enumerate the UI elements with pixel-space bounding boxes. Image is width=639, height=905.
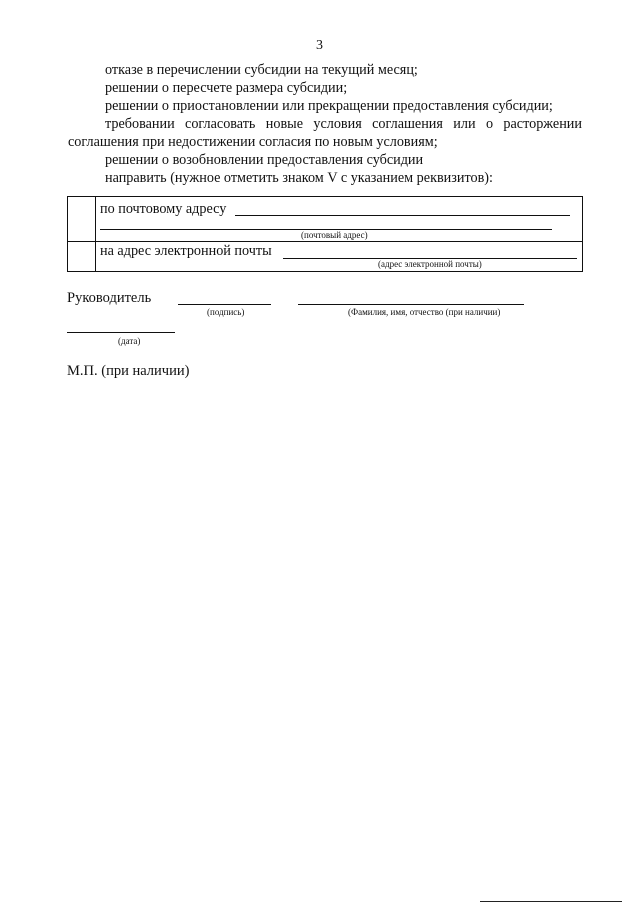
full-name-caption: (Фамилия, имя, отчество (при наличии): [348, 307, 501, 317]
email-address-caption: (адрес электронной почты): [378, 259, 482, 269]
page-number: 3: [316, 38, 323, 53]
option-line-new-terms-cont: соглашения при недостижении согласия по новым условиям;: [68, 134, 438, 150]
date-caption: (дата): [118, 336, 141, 346]
page-edge-line: [480, 901, 622, 902]
option-line-new-terms: требовании согласовать новые условия соглашения или о расторжении: [105, 116, 582, 132]
option-line-suspension: решении о приостановлении или прекращении предоставления субсидии;: [105, 98, 553, 114]
postal-address-input-line[interactable]: [235, 203, 570, 216]
email-address-label: на адрес электронной почты: [100, 243, 272, 259]
date-line[interactable]: [67, 320, 175, 333]
signature-line[interactable]: [178, 291, 271, 305]
postal-address-caption: (почтовый адрес): [301, 230, 368, 240]
postal-address-row[interactable]: [95, 197, 582, 241]
postal-address-input-line-2[interactable]: [100, 219, 552, 230]
email-address-row[interactable]: [95, 242, 582, 271]
option-line-refusal: отказе в перечислении субсидии на текущий месяц;: [105, 62, 418, 78]
option-line-resumption: решении о возобновлении предоставления субсидии: [105, 152, 424, 168]
send-instruction-line: направить (нужное отметить знаком V с указанием реквизитов):: [105, 170, 493, 186]
head-label: Руководитель: [67, 290, 152, 306]
signature-caption: (подпись): [207, 307, 245, 317]
full-name-line[interactable]: [298, 291, 524, 305]
delivery-method-table: [67, 196, 583, 272]
email-address-input-line[interactable]: [283, 244, 577, 259]
option-line-recalculation: решении о пересчете размера субсидии;: [105, 80, 348, 96]
postal-address-label: по почтовому адресу: [100, 201, 227, 217]
stamp-label: М.П. (при наличии): [67, 363, 190, 379]
